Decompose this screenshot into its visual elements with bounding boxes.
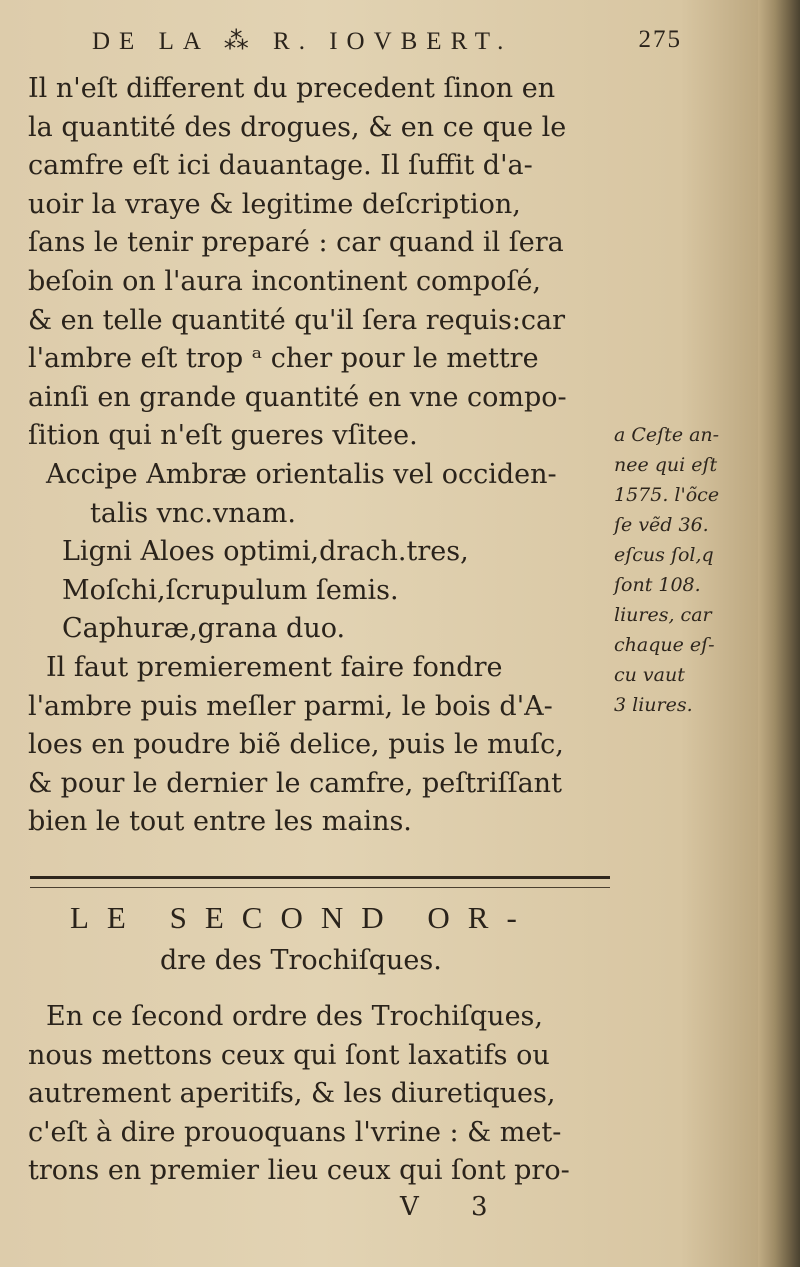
text-line: bien le tout entre les mains. bbox=[28, 806, 412, 838]
running-title: DE LA ⁂ R. IOVBERT. bbox=[92, 28, 513, 55]
text-line: la quantité des drogues, & en ce que le bbox=[28, 111, 567, 143]
marginal-line: nee qui eſt bbox=[614, 454, 718, 476]
text-line: l'ambre puis meſler parmi, le bois d'A- bbox=[28, 690, 553, 722]
text-line: Il n'eſt different du precedent ſinon en bbox=[28, 73, 556, 104]
marginal-line: ſe vẽd 36. bbox=[614, 514, 709, 536]
text-line: ainſi en grande quantité en vne compo- bbox=[28, 381, 567, 413]
marginal-line: 3 liures. bbox=[614, 694, 693, 716]
text-line: uoir la vraye & legitime deſcription, bbox=[28, 188, 521, 220]
text-line: & pour le dernier le camfre, peſtriſſant bbox=[28, 767, 562, 799]
text-line: camfre eſt ici dauantage. Il ſuffit d'a- bbox=[28, 150, 533, 182]
section-divider bbox=[30, 876, 610, 888]
text-line: loes en poudre biẽ delice, puis le muſc, bbox=[28, 729, 564, 761]
page-number: 275 bbox=[638, 26, 682, 53]
running-header bbox=[92, 26, 682, 60]
text-line: ſans le tenir preparé : car quand il ſera bbox=[28, 227, 564, 259]
marginal-line: cu vaut bbox=[614, 664, 685, 686]
section-text bbox=[28, 998, 618, 1191]
text-line: & en telle quantité qu'il ſera requis:car bbox=[28, 304, 566, 336]
marginal-line: a Ceſte an- bbox=[614, 424, 720, 446]
marginal-line: chaque eſ- bbox=[614, 634, 715, 656]
main-text bbox=[28, 70, 618, 842]
recipe-line: Moſchi,ſcrupulum ſemis. bbox=[62, 574, 399, 606]
text-line: beſoin on l'aura incontinent compoſé, bbox=[28, 265, 542, 297]
marginal-line: 1575. l'õce bbox=[614, 484, 720, 506]
text-line: Il faut premierement faire fondre bbox=[46, 651, 503, 683]
page-gutter bbox=[758, 0, 800, 1267]
marginal-line: eſcus ſol,q bbox=[614, 544, 714, 566]
text-line: l'ambre eſt trop ᵃ cher pour le mettre bbox=[28, 343, 539, 375]
text-line: En ce ſecond ordre des Trochiſques, bbox=[46, 1001, 543, 1032]
marginal-line: liures, car bbox=[614, 604, 712, 626]
text-line: c'eſt à dire prouoquans l'vrine : & met- bbox=[28, 1116, 562, 1148]
recipe-line: Accipe Ambræ orientalis vel occiden- bbox=[46, 458, 557, 490]
marginal-note bbox=[614, 420, 754, 720]
text-line: trons en premier lieu ceux qui ſont pro- bbox=[28, 1155, 570, 1187]
marginal-line: ſont 108. bbox=[614, 574, 701, 596]
text-line: ſition qui n'eſt gueres vſitee. bbox=[28, 420, 418, 452]
section-title: LE SECOND OR- bbox=[70, 900, 535, 935]
section-subtitle: dre des Trochiſques. bbox=[160, 945, 442, 976]
text-line: autrement aperitifs, & les diuretiques, bbox=[28, 1078, 556, 1110]
signature-mark: V 3 bbox=[400, 1192, 510, 1222]
recipe-line: Ligni Aloes optimi,drach.tres, bbox=[62, 536, 469, 568]
recipe-line: talis vnc.vnam. bbox=[90, 497, 296, 529]
recipe-line: Caphuræ,grana duo. bbox=[62, 613, 346, 645]
text-line: nous mettons ceux qui ſont laxatifs ou bbox=[28, 1039, 550, 1071]
